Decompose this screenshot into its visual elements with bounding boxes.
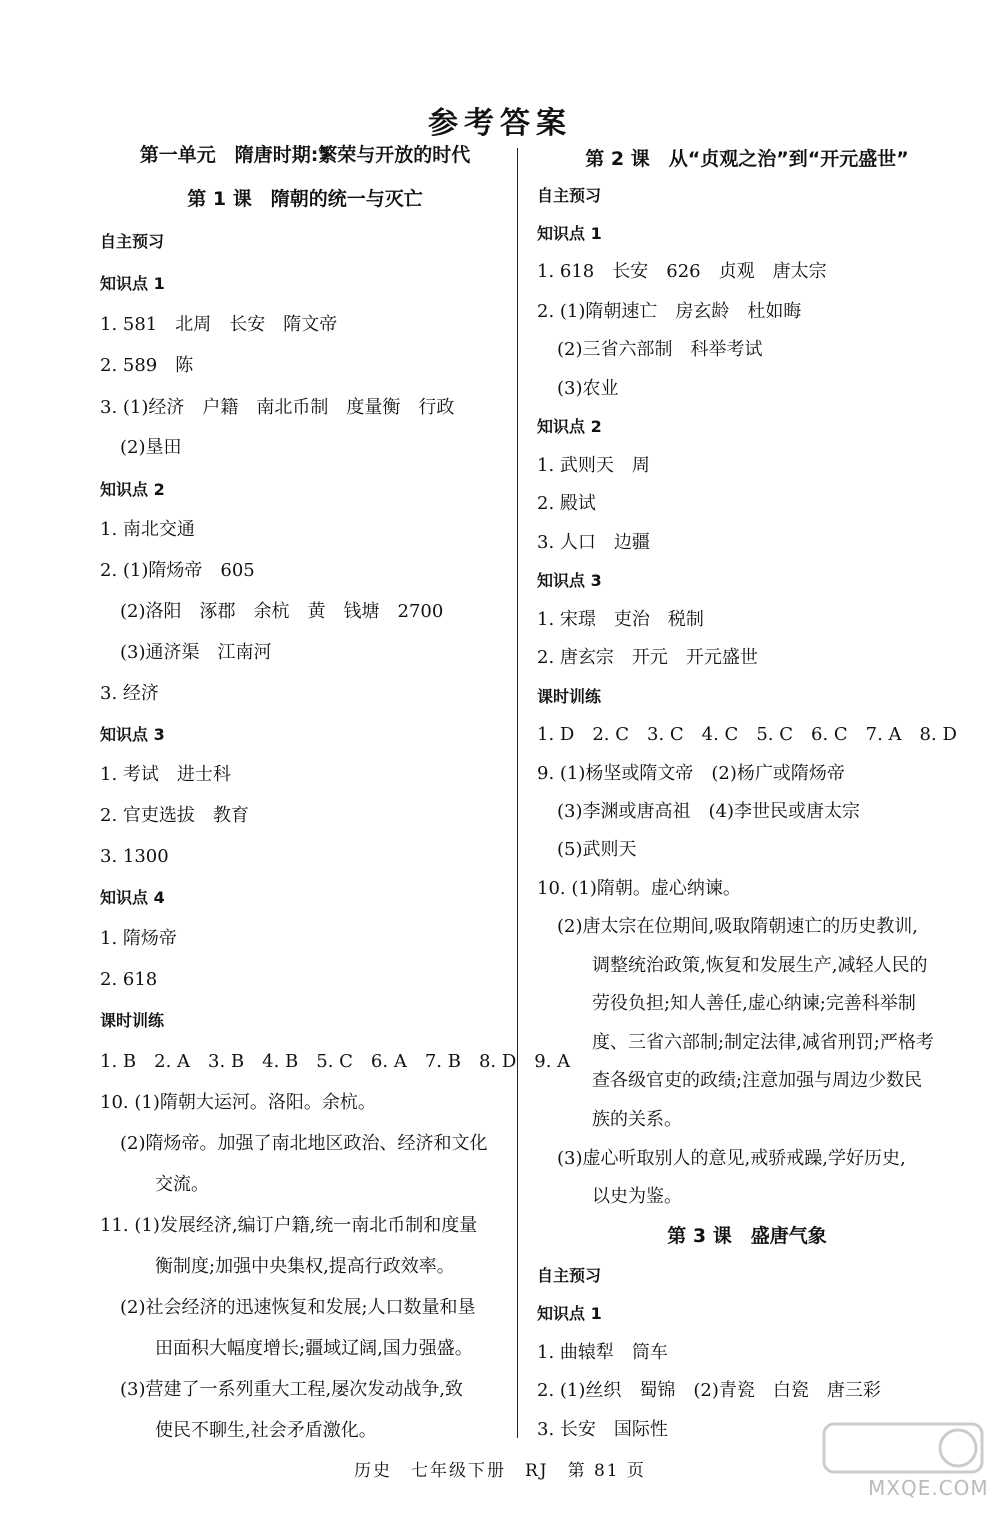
- right-line-text: 1. D 2. C 3. C 4. C 5. C 6. C 7. A 8. D: [537, 724, 957, 745]
- left-line-text: 1. B 2. A 3. B 4. B 5. C 6. A 7. B 8. D 9. A: [100, 1051, 571, 1072]
- right-line-text: 2. 唐玄宗 开元 开元盛世: [537, 647, 758, 668]
- right-line-text: 劳役负担;知人善任,虚心纳谏;完善科举制: [592, 993, 916, 1014]
- page-title: 参考答案: [428, 106, 572, 141]
- right-line-sec: 知识点 1: [537, 1304, 602, 1323]
- right-line-text: (2)唐太宗在位期间,吸取隋朝速亡的历史教训,: [557, 916, 918, 937]
- right-line-text: 1. 618 长安 626 贞观 唐太宗: [537, 261, 827, 282]
- left-line-text: 衡制度;加强中央集权,提高行政效率。: [155, 1256, 455, 1277]
- right-line-text: 2. (1)隋朝速亡 房玄龄 杜如晦: [537, 301, 802, 322]
- right-line-sec: 自主预习: [537, 1266, 602, 1285]
- page-footer: 历史 七年级下册 RJ 第 81 页: [353, 1461, 647, 1481]
- right-line-text: 3. 长安 国际性: [537, 1419, 668, 1440]
- left-line-text: 使民不聊生,社会矛盾激化。: [155, 1420, 377, 1441]
- left-line-text: 3. (1)经济 户籍 南北币制 度量衡 行政: [100, 397, 455, 418]
- right-line-text: (2)三省六部制 科举考试: [557, 339, 763, 360]
- right-line-sec: 自主预习: [537, 186, 602, 205]
- right-line-text: 1. 曲辕犁 筒车: [537, 1342, 668, 1363]
- left-line-sec: 知识点 4: [100, 888, 165, 907]
- left-line-sec: 课时训练: [100, 1011, 165, 1030]
- left-line-text: 1. 隋炀帝: [100, 928, 177, 949]
- left-line-text: 3. 经济: [100, 683, 159, 704]
- right-line-text: 2. 殿试: [537, 493, 596, 514]
- left-line-text: 11. (1)发展经济,编订户籍,统一南北币制和度量: [100, 1215, 478, 1236]
- right-line-text: 查各级官吏的政绩;注意加强与周边少数民: [592, 1070, 923, 1091]
- left-line-text: 10. (1)隋朝大运河。洛阳。余杭。: [100, 1092, 376, 1113]
- watermark-text: MXQE.COM: [868, 1476, 989, 1500]
- right-line-text: 2. (1)丝织 蜀锦 (2)青瓷 白瓷 唐三彩: [537, 1380, 881, 1401]
- right-line-text: 以史为鉴。: [592, 1186, 682, 1207]
- right-line-text: 族的关系。: [592, 1109, 682, 1130]
- right-line-text: 度、三省六部制;制定法律,减省刑罚;严格考: [592, 1032, 934, 1053]
- right-line-text: 调整统治政策,恢复和发展生产,减轻人民的: [592, 955, 928, 976]
- left-line-text: 1. 考试 进士科: [100, 764, 231, 785]
- right-line-lesson: 第 2 课 从“贞观之治”到“开元盛世”: [585, 148, 909, 170]
- right-line-text: (3)李渊或唐高祖 (4)李世民或唐太宗: [557, 801, 860, 822]
- left-line-text: (2)垦田: [120, 437, 182, 458]
- right-line-sec: 知识点 2: [537, 417, 602, 436]
- right-line-text: (3)虚心听取别人的意见,戒骄戒躁,学好历史,: [557, 1148, 906, 1169]
- left-line-lesson: 第 1 课 隋朝的统一与灭亡: [187, 188, 423, 210]
- left-line-text: (3)营建了一系列重大工程,屡次发动战争,致: [120, 1379, 463, 1400]
- left-line-text: 1. 南北交通: [100, 519, 195, 540]
- left-line-text: (3)通济渠 江南河: [120, 642, 272, 663]
- right-line-text: 10. (1)隋朝。虚心纳谏。: [537, 878, 741, 899]
- right-line-text: 1. 武则天 周: [537, 455, 650, 476]
- right-line-sec: 知识点 3: [537, 571, 602, 590]
- right-line-text: 3. 人口 边疆: [537, 532, 650, 553]
- left-line-sec: 知识点 3: [100, 725, 165, 744]
- right-line-sec: 知识点 1: [537, 224, 602, 243]
- right-line-text: (5)武则天: [557, 839, 637, 860]
- right-line-text: 9. (1)杨坚或隋文帝 (2)杨广或隋炀帝: [537, 763, 845, 784]
- right-line-text: 1. 宋璟 吏治 税制: [537, 609, 704, 630]
- left-line-text: 3. 1300: [100, 846, 169, 867]
- left-line-text: 田面积大幅度增长;疆域辽阔,国力强盛。: [155, 1338, 473, 1359]
- left-line-text: (2)洛阳 涿郡 余杭 黄 钱塘 2700: [120, 601, 444, 622]
- left-line-sec: 自主预习: [100, 232, 165, 251]
- left-line-text: (2)社会经济的迅速恢复和发展;人口数量和垦: [120, 1297, 476, 1318]
- left-line-text: 2. 618: [100, 969, 158, 990]
- left-line-text: 2. 589 陈: [100, 355, 194, 376]
- left-line-text: 2. 官吏选拔 教育: [100, 805, 249, 826]
- left-line-text: 2. (1)隋炀帝 605: [100, 560, 255, 581]
- left-line-text: (2)隋炀帝。加强了南北地区政治、经济和文化: [120, 1133, 488, 1154]
- left-line-text: 交流。: [155, 1174, 209, 1195]
- right-line-sec: 课时训练: [537, 687, 602, 706]
- left-line-text: 1. 581 北周 长安 隋文帝: [100, 314, 338, 335]
- left-line-unit: 第一单元 隋唐时期:繁荣与开放的时代: [139, 144, 471, 166]
- column-divider: [517, 148, 518, 1438]
- left-line-sec: 知识点 2: [100, 480, 165, 499]
- left-line-sec: 知识点 1: [100, 274, 165, 293]
- right-line-lesson: 第 3 课 盛唐气象: [667, 1225, 827, 1247]
- right-line-text: (3)农业: [557, 378, 619, 399]
